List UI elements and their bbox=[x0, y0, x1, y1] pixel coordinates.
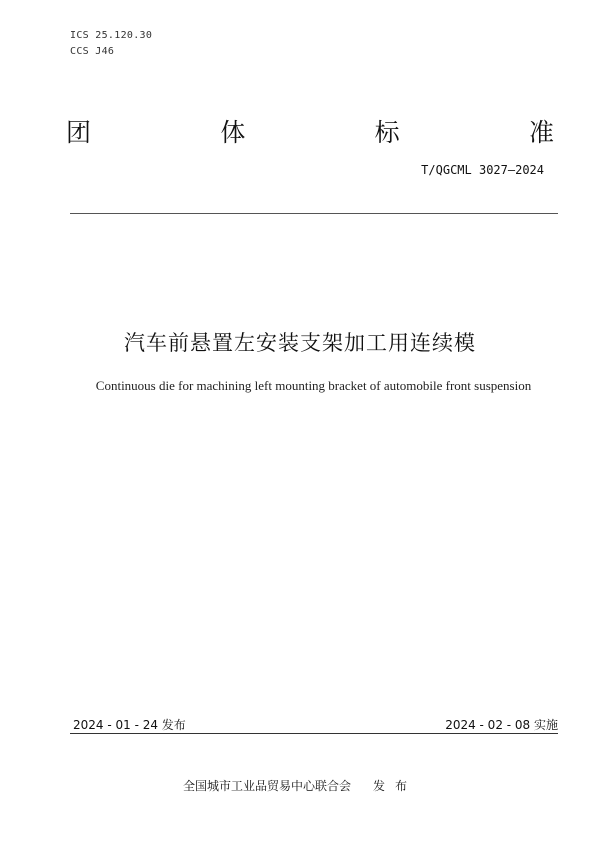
header-divider bbox=[70, 213, 558, 214]
heading-char-1: 团 bbox=[66, 118, 92, 147]
standard-type-heading bbox=[66, 114, 554, 148]
implementation-date: 2024 - 02 - 08 实施 bbox=[445, 718, 558, 732]
footer-divider bbox=[70, 733, 558, 734]
chinese-title: 汽车前悬置左安装支架加工用连续模 bbox=[124, 331, 476, 355]
ccs-code: CCS J46 bbox=[70, 46, 115, 57]
heading-char-4: 准 bbox=[528, 118, 554, 147]
classification-codes bbox=[70, 28, 152, 60]
heading-char-3: 标 bbox=[374, 118, 400, 147]
publish-date: 2024 - 01 - 24 发布 bbox=[73, 718, 186, 732]
issuer-line bbox=[0, 777, 600, 794]
english-title: Continuous die for machining left mounting bracket of automobile front suspension bbox=[95, 378, 532, 393]
heading-char-2: 体 bbox=[220, 118, 246, 147]
issuer-action: 发布 bbox=[373, 779, 418, 793]
issuer-name: 全国城市工业品贸易中心联合会 bbox=[182, 779, 351, 793]
standard-number: T/QGCML 3027—2024 bbox=[421, 163, 544, 177]
ics-code: ICS 25.120.30 bbox=[70, 30, 153, 41]
